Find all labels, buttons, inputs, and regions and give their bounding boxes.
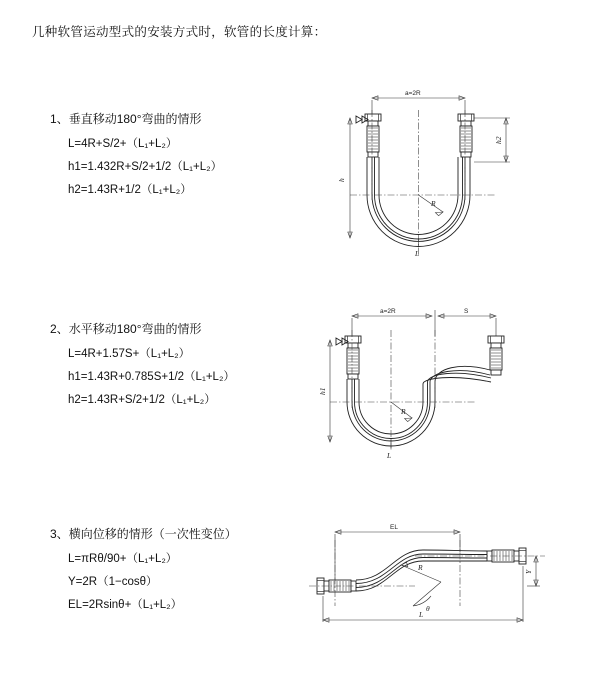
figure-2-top-dim-right-label: S [464,308,469,315]
section-1-text [50,110,300,204]
section-2-title: 水平移动180°弯曲的情形 [68,322,202,336]
figure-2-bottom-label: L [387,451,392,460]
section-3-formula-3: EL=2Rsinθ+（L₁+L₂） [68,599,183,611]
section-1-title: 垂直移动180°弯曲的情形 [68,112,202,126]
figure-3-top-dim-label: EL [390,524,398,531]
section-1-number: 1、 [50,112,69,126]
section-3-figure [295,510,560,650]
figure-horizontal-180 [300,290,560,480]
section-2-formula-2: h1=1.43R+0.785S+1/2（L₁+L₂） [68,371,235,383]
page-title: 几种软管运动型式的安装方式时，软管的长度计算： [32,25,327,39]
figure-1-left-dim-label: h [337,178,346,182]
section-1-formula-1: L=4R+S/2+（L₁+L₂） [68,138,178,150]
section-3-title: 横向位移的情形（一次性变位） [68,527,237,541]
figure-2-top-dim-left-label: a=2R [380,308,396,315]
section-2-number: 2、 [50,322,69,336]
section-2-formula-3: h2=1.43R+S/2+1/2（L₁+L₂） [68,394,216,406]
figure-2-left-dim-label: h1 [318,387,327,395]
figure-2-radius-label: R [401,407,406,416]
section-2-formula-1: L=4R+1.57S+（L₁+L₂） [68,348,191,360]
section-2-text [50,320,300,414]
section-3-text [50,525,300,619]
section-3-title-line [50,525,300,542]
section-1-formula-2: h1=1.432R+S/2+1/2（L₁+L₂） [68,161,223,173]
section-1-formula-3: h2=1.43R+1/2（L₁+L₂） [68,184,192,196]
section-3-formula-1: L=πRθ/90+（L₁+L₂） [68,553,178,565]
section-2-figure [300,290,560,480]
figure-3-radius-label: R [418,563,423,572]
figure-vertical-180 [310,70,560,290]
figure-1-right-dim-label: h2 [494,136,503,144]
section-1-title-line [50,110,300,127]
section-3-formula-2: Y=2R（1−cosθ） [68,576,158,588]
figure-3-right-dim-label: Y [524,569,533,574]
figure-3-bottom-label: L [419,610,424,619]
section-3-number: 3、 [50,527,69,541]
figure-lateral-offset [295,510,560,650]
figure-1-bottom-label: L [415,249,420,258]
section-2-title-line [50,320,300,337]
section-1-figure [310,70,560,290]
figure-1-radius-label: R [431,199,436,208]
figure-3-angle-label: θ [426,604,430,613]
figure-1-top-dim-label: a=2R [405,90,421,97]
